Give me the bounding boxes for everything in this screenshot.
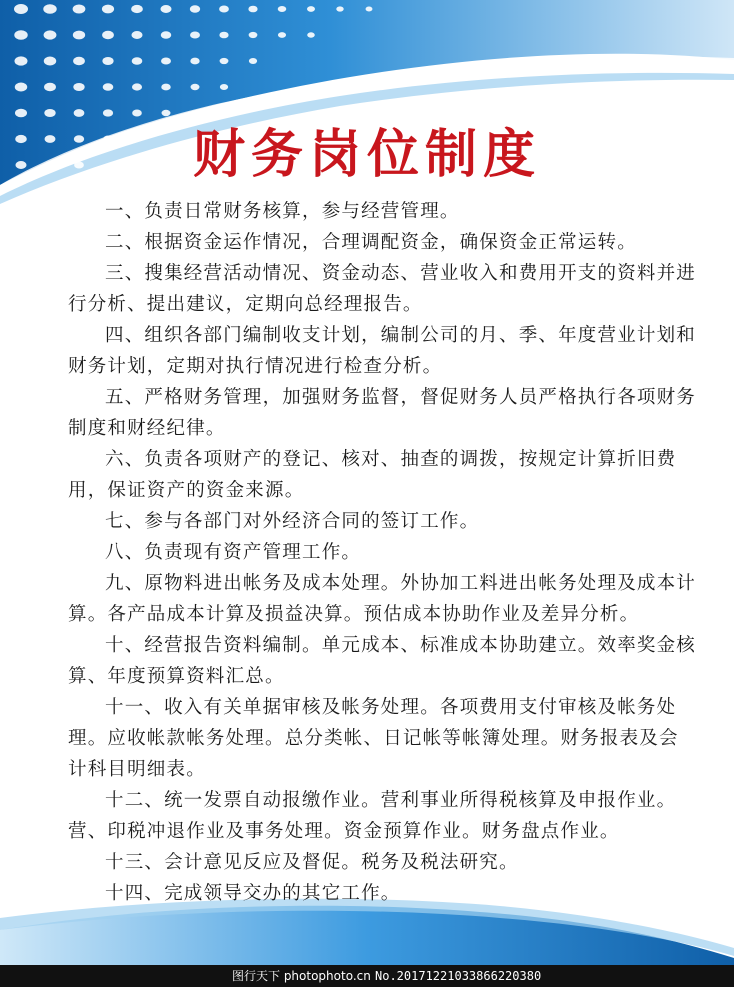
watermark-bar [0,965,734,987]
rule-item: 十三、会计意见反应及督促。税务及税法研究。 [105,852,519,873]
rule-item: 十一、收入有关单据审核及帐务处理。各项费用支付审核及帐务处理。应收帐款帐务处理。总分类帐、日记帐等帐簿处理。财务报表及会计科目明细表。 [68,697,679,780]
decor-dot [190,31,200,38]
decor-dot [102,5,114,14]
decor-dot [73,31,85,40]
decor-dot [14,4,28,14]
decor-dot [190,58,199,65]
decor-dot [102,57,113,65]
decor-dot [249,32,258,38]
image-id-text: No.20171221033866220380 [375,969,542,983]
decor-dot [190,5,200,12]
rule-item: 八、负责现有资产管理工作。 [105,542,362,563]
decor-dot [73,4,86,13]
decor-dot [14,56,27,65]
decor-dot [15,83,27,92]
decor-dot [220,84,228,90]
decor-dot [161,31,172,39]
rule-item: 三、搜集经营活动情况、资金动态、营业收入和费用开支的资料并进行分析、提出建议，定期向总经理报告。 [68,263,697,315]
decor-dot [307,32,315,37]
decor-dot [191,84,200,90]
decor-dot [73,83,84,91]
decor-dot [160,5,171,13]
decor-dot [307,6,315,12]
decor-dot [278,6,287,12]
decor-dot [73,57,85,65]
decor-dot [132,57,143,65]
decor-dot [220,58,229,64]
decor-dot [161,57,171,64]
decor-dot [366,7,373,12]
decor-dot [249,58,257,64]
rule-item: 六、负责各项财产的登记、核对、抽查的调拨，按规定计算折旧费用，保证资产的资金来源。 [68,449,677,501]
rule-item: 十、经营报告资料编制。单元成本、标准成本协助建立。效率奖金核算、年度预算资料汇总。 [68,635,697,687]
rule-item: 七、参与各部门对外经济合同的签订工作。 [105,511,480,532]
decor-dot [132,83,142,90]
decor-dot [14,30,27,40]
page-title: 财务岗位制度 [192,124,541,185]
rule-item: 九、原物料进出帐务及成本处理。外协加工料进出帐务处理及成本计算。各产品成本计算及损益决算。预估成本协助作业及差异分析。 [68,573,697,625]
decor-dot [248,6,257,13]
rule-item: 五、严格财务管理，加强财务监督，督促财务人员严格执行各项财务制度和财经纪律。 [68,387,697,439]
decor-dot [44,57,56,66]
rule-item: 十二、统一发票自动报缴作业。营利事业所得税核算及申报作业。营、印税冲退作业及事务处理。资金预算作业。财务盘点作业。 [68,790,677,842]
rule-item: 一、负责日常财务核算，参与经营管理。 [105,201,460,222]
decor-dot [161,84,171,91]
decor-dot [102,31,114,39]
decor-dot [44,83,56,92]
rules-list [68,196,696,909]
decor-dot [131,5,143,13]
decor-dot [219,6,229,13]
rule-item: 四、组织各部门编制收支计划，编制公司的月、季、年度营业计划和财务计划，定期对执行情况进行检查分析。 [68,325,697,377]
watermark-text: 图行天下 photophoto.cn [232,969,371,983]
rule-item: 二、根据资金运作情况，合理调配资金，确保资金正常运转。 [105,232,637,253]
decor-dot [43,4,56,14]
rule-item: 十四、完成领导交办的其它工作。 [105,883,401,904]
decor-dot [278,32,286,38]
decor-dot [336,6,343,11]
decor-dot [131,31,142,39]
decor-dot [44,30,57,39]
decor-dot [219,32,228,39]
decor-dot [103,83,114,91]
